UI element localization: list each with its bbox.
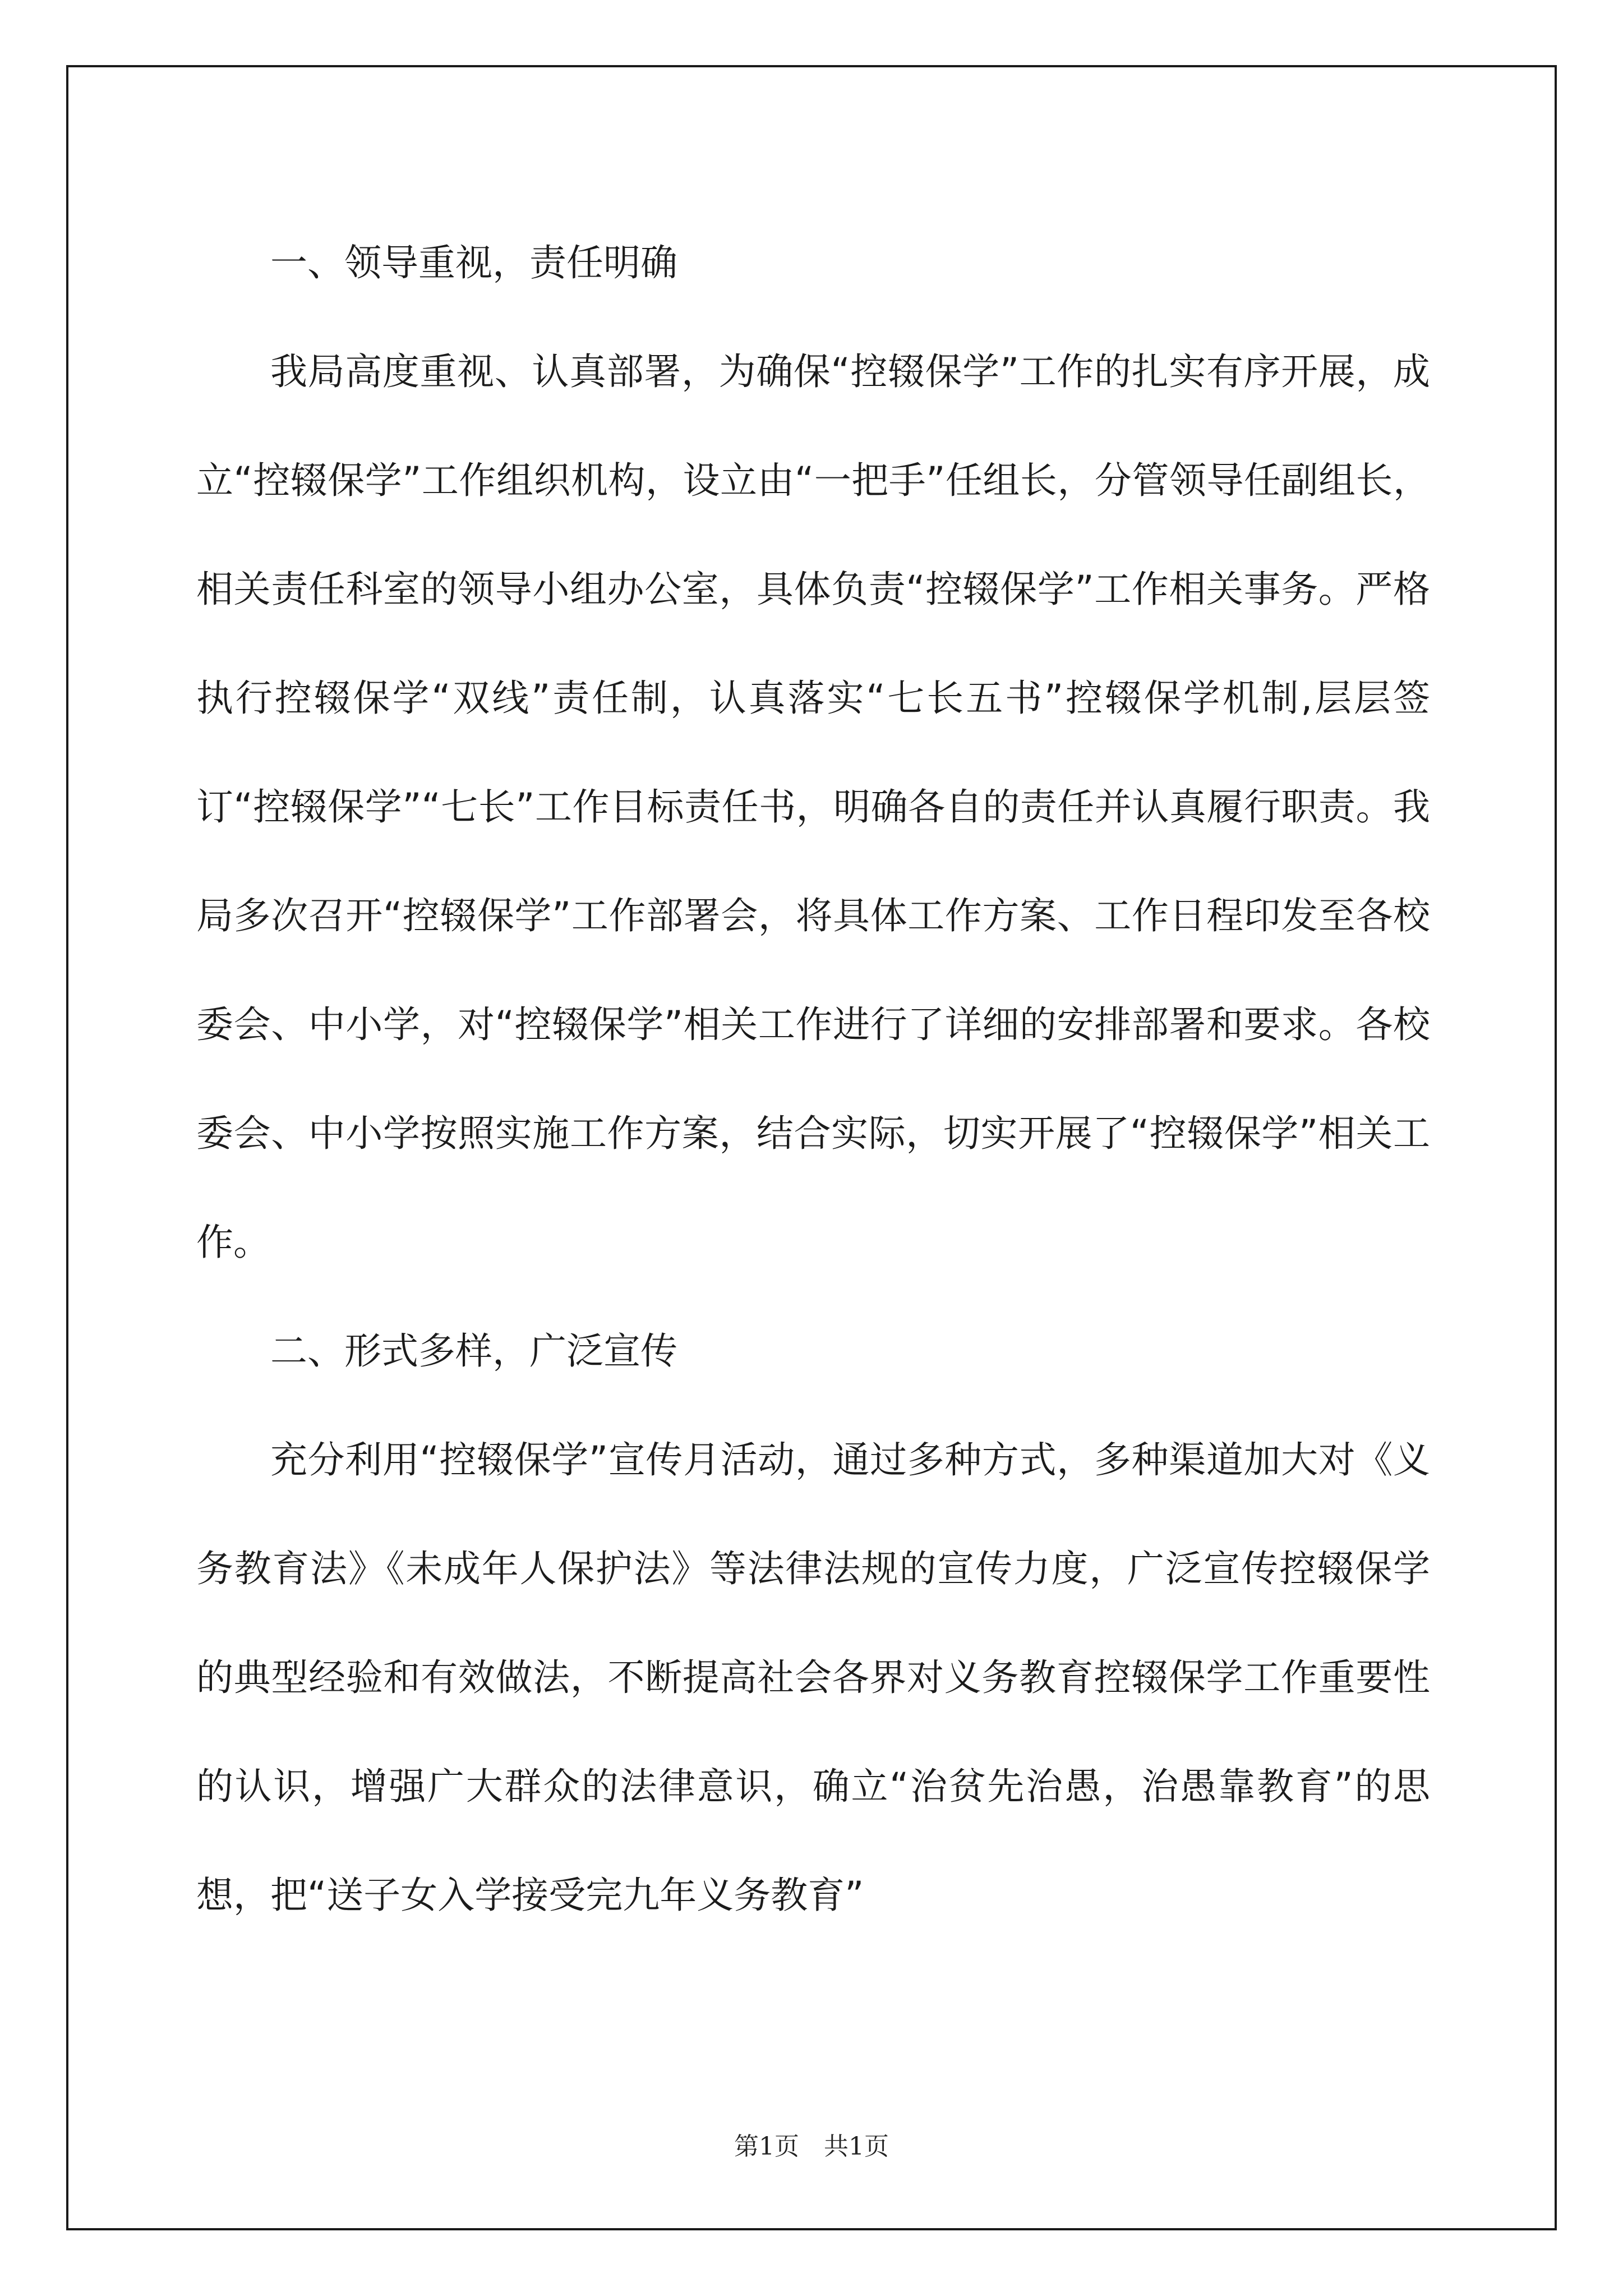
page-number-current: 第1页 bbox=[734, 2132, 799, 2161]
section-heading-2: 二、形式多样，广泛宣传 bbox=[270, 1329, 677, 1373]
section-heading-1: 一、领导重视，责任明确 bbox=[270, 241, 677, 284]
section-2-paragraph: 充分利用“控辍保学”宣传月活动，通过多种方式，多种渠道加大对《义务教育法》《未成年人保护法》等法律法规的宣传力度，广泛宣传控辍保学的典型经验和有效做法，不断提高社会各界对义务教育控辍保学工作重要性的认识，增强广大群众的法律意识，确立“治贫先治愚，治愚靠教育”的思想，把“送子女入学接受完九年义务教育” bbox=[196, 1438, 1430, 1917]
page-footer bbox=[0, 2126, 1623, 2162]
section-1-paragraph: 我局高度重视、认真部署，为确保“控辍保学”工作的扎实有序开展，成立“控辍保学”工作组织机构，设立由“一把手”任组长，分管领导任副组长，相关责任科室的领导小组办公室，具体负责“控辍保学”工作相关事务。严格执行控辍保学“双线”责任制，认真落实“七长五书”控辍保学机制,层层签订“控辍保学”“七长”工作目标责任书，明确各自的责任并认真履行职责。我局多次召开“控辍保学”工作部署会，将具体工作方案、工作日程印发至各校委会、中小学，对“控辍保学”相关工作进行了详细的安排部署和要求。各校委会、中小学按照实施工作方案，结合实际，切实开展了“控辍保学”相关工作。 bbox=[196, 350, 1430, 1264]
document-body bbox=[196, 209, 1430, 1950]
page-number-total: 共1页 bbox=[824, 2132, 889, 2161]
